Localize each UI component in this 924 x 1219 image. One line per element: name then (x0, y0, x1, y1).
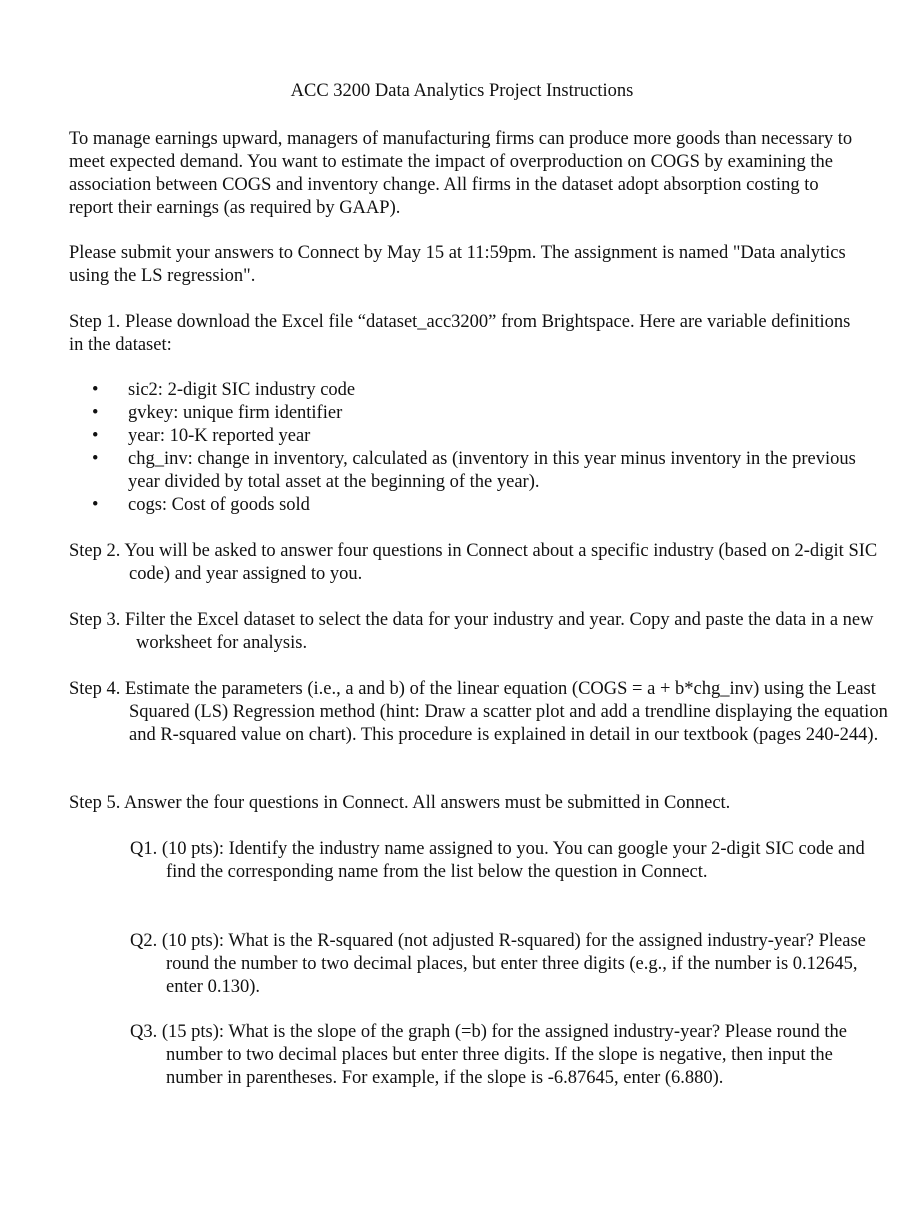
intro-paragraph: To manage earnings upward, managers of manufacturing firms can produce more goods than necessary to meet expected demand. You want to estimate the impact of overproduction on COGS by examining the association between COGS and inventory change. All firms in the dataset adopt absorption costing to report their earnings (as required by GAAP). (69, 129, 853, 218)
document-title: ACC 3200 Data Analytics Project Instructions (290, 81, 634, 101)
bullet-icon: • (92, 495, 99, 515)
list-item: • cogs: Cost of goods sold (92, 495, 310, 515)
step-5: Step 5. Answer the four questions in Connect. All answers must be submitted in Connect. (69, 793, 731, 813)
bullet-icon: • (92, 449, 99, 469)
list-item: • sic2: 2-digit SIC industry code (92, 380, 356, 400)
question-1: Q1. (10 pts): Identify the industry name assigned to you. You can google your 2-digit SIC code and find the corresponding name from the list below the question in Connect. (130, 839, 865, 882)
list-item: • gvkey: unique firm identifier (92, 403, 343, 423)
submission-paragraph: Please submit your answers to Connect by May 15 at 11:59pm. The assignment is named "Data analytics using the LS regression". (69, 243, 846, 286)
step-3: Step 3. Filter the Excel dataset to select the data for your industry and year. Copy and paste the data in a new worksheet for analysis. (69, 610, 874, 653)
bullet-icon: • (92, 426, 99, 446)
step-4: Step 4. Estimate the parameters (i.e., a and b) of the linear equation (COGS = a + b*chg_inv) using the Least Squared (LS) Regression method (hint: Draw a scatter plot and add a trendline displaying the equation and R-squared value on chart). This procedure is explained in detail in our textbook (pages 240-244). (69, 679, 888, 745)
list-item: • year: 10-K reported year (92, 426, 311, 446)
step-1: Step 1. Please download the Excel file “dataset_acc3200” from Brightspace. Here are variable definitions in the dataset: (69, 312, 851, 355)
question-3: Q3. (15 pts): What is the slope of the graph (=b) for the assigned industry-year? Please round the number to two decimal places but enter three digits. If the slope is negative, then input the number in parentheses. For example, if the slope is -6.87645, enter (6.880). (130, 1022, 848, 1088)
variable-definitions-list (88, 379, 878, 517)
bullet-icon: • (92, 403, 99, 423)
bullet-icon: • (92, 380, 99, 400)
list-item: • chg_inv: change in inventory, calculated as (inventory in this year minus inventory in the previous year divided by total asset at the beginning of the year). (92, 449, 856, 492)
question-2: Q2. (10 pts): What is the R-squared (not adjusted R-squared) for the assigned industry-year? Please round the number to two decimal places, but enter three digits (e.g., if the number is 0.12645, enter 0.130). (130, 931, 866, 997)
step-2: Step 2. You will be asked to answer four questions in Connect about a specific industry (based on 2-digit SIC code) and year assigned to you. (69, 541, 878, 584)
